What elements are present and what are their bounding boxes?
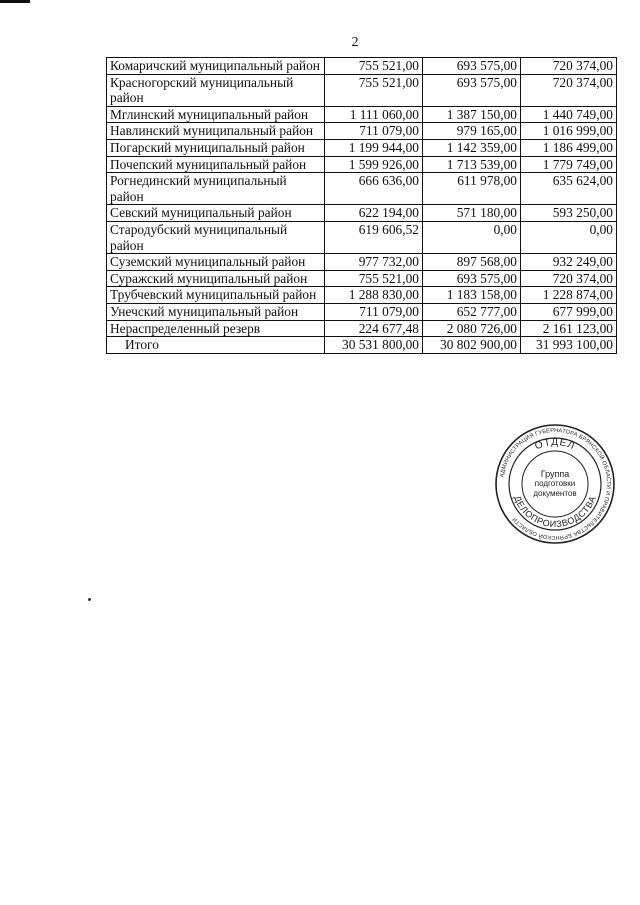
value-cell: 0,00 — [423, 221, 521, 253]
value-cell: 571 180,00 — [423, 205, 521, 222]
value-cell: 622 194,00 — [325, 205, 423, 222]
value-cell: 2 161 123,00 — [521, 320, 617, 337]
district-name: Погарский муниципальный район — [107, 139, 325, 156]
table-row — [107, 303, 617, 320]
value-cell: 1 142 359,00 — [423, 139, 521, 156]
value-cell: 711 079,00 — [325, 123, 423, 140]
stamp-outer-text: АДМИНИСТРАЦИЯ ГУБЕРНАТОРА БРЯНСКОЙ ОБЛАСТИ И ПРАВИТЕЛЬСТВА БРЯНСКОЙ ОБЛАСТИ — [499, 427, 612, 541]
page-number: 2 — [351, 35, 359, 50]
scan-dot — [88, 598, 91, 601]
value-cell: 711 079,00 — [325, 303, 423, 320]
table-row — [107, 106, 617, 123]
value-cell: 1 288 830,00 — [325, 287, 423, 304]
district-name: Суземский муниципальный район — [107, 254, 325, 271]
value-cell: 2 080 726,00 — [423, 320, 521, 337]
value-cell: 619 606,52 — [325, 221, 423, 253]
district-name: Мглинский муниципальный район — [107, 106, 325, 123]
value-cell: 611 978,00 — [423, 173, 521, 205]
value-cell: 1 713 539,00 — [423, 156, 521, 173]
stamp-center-line: Группа — [540, 469, 570, 479]
table-row — [107, 173, 617, 205]
value-cell: 224 677,48 — [325, 320, 423, 337]
value-cell: 693 575,00 — [423, 270, 521, 287]
district-name: Трубчевский муниципальный район — [107, 287, 325, 304]
value-cell: 652 777,00 — [423, 303, 521, 320]
stamp-center-line: документов — [533, 489, 577, 498]
table-row — [107, 320, 617, 337]
table-row — [107, 123, 617, 140]
value-cell: 979 165,00 — [423, 123, 521, 140]
budget-table — [106, 57, 617, 354]
value-cell: 1 440 749,00 — [521, 106, 617, 123]
value-cell: 755 521,00 — [325, 74, 423, 106]
district-name: Севский муниципальный район — [107, 205, 325, 222]
table-row — [107, 287, 617, 304]
value-cell: 635 624,00 — [521, 173, 617, 205]
district-name: Рогнединский муниципальный район — [107, 173, 325, 205]
value-cell: 1 016 999,00 — [521, 123, 617, 140]
table-row — [107, 58, 617, 75]
district-name: Комаричский муниципальный район — [107, 58, 325, 75]
table-row — [107, 139, 617, 156]
value-cell: 755 521,00 — [325, 270, 423, 287]
value-cell: 932 249,00 — [521, 254, 617, 271]
total-label: Итого — [107, 337, 325, 354]
district-name: Суражский муниципальный район — [107, 270, 325, 287]
value-cell: 677 999,00 — [521, 303, 617, 320]
district-name: Почепский муниципальный район — [107, 156, 325, 173]
district-name: Стародубский муниципальный район — [107, 221, 325, 253]
official-stamp — [494, 423, 616, 545]
table-row — [107, 156, 617, 173]
reserve-name: Нераспределенный резерв — [107, 320, 325, 337]
value-cell: 1 186 499,00 — [521, 139, 617, 156]
value-cell: 1 228 874,00 — [521, 287, 617, 304]
value-cell: 1 599 926,00 — [325, 156, 423, 173]
value-cell: 1 779 749,00 — [521, 156, 617, 173]
stamp-ring-bottom-text: ДЕЛОПРОИЗВОДСТВА — [512, 494, 598, 530]
value-cell: 1 199 944,00 — [325, 139, 423, 156]
value-cell: 693 575,00 — [423, 58, 521, 75]
district-name: Унечский муниципальный район — [107, 303, 325, 320]
table-row — [107, 205, 617, 222]
value-cell: 666 636,00 — [325, 173, 423, 205]
stamp-center-line: подготовки — [534, 479, 576, 488]
value-cell: 720 374,00 — [521, 74, 617, 106]
stamp-center — [520, 449, 590, 519]
total-row — [107, 337, 617, 354]
value-cell: 977 732,00 — [325, 254, 423, 271]
total-value: 30 531 800,00 — [325, 337, 423, 354]
value-cell: 593 250,00 — [521, 205, 617, 222]
value-cell: 1 111 060,00 — [325, 106, 423, 123]
district-name: Красногорский муниципальный район — [107, 74, 325, 106]
table-row — [107, 254, 617, 271]
table-row — [107, 74, 617, 106]
value-cell: 693 575,00 — [423, 74, 521, 106]
value-cell: 897 568,00 — [423, 254, 521, 271]
value-cell: 755 521,00 — [325, 58, 423, 75]
value-cell: 720 374,00 — [521, 270, 617, 287]
value-cell: 1 387 150,00 — [423, 106, 521, 123]
table-row — [107, 270, 617, 287]
top-edge-mark — [0, 0, 30, 3]
table-row — [107, 221, 617, 253]
value-cell: 1 183 158,00 — [423, 287, 521, 304]
value-cell: 720 374,00 — [521, 58, 617, 75]
total-value: 31 993 100,00 — [521, 337, 617, 354]
stamp-ring-top-text: ОТДЕЛ — [533, 436, 577, 453]
total-value: 30 802 900,00 — [423, 337, 521, 354]
value-cell: 0,00 — [521, 221, 617, 253]
district-name: Навлинский муниципальный район — [107, 123, 325, 140]
